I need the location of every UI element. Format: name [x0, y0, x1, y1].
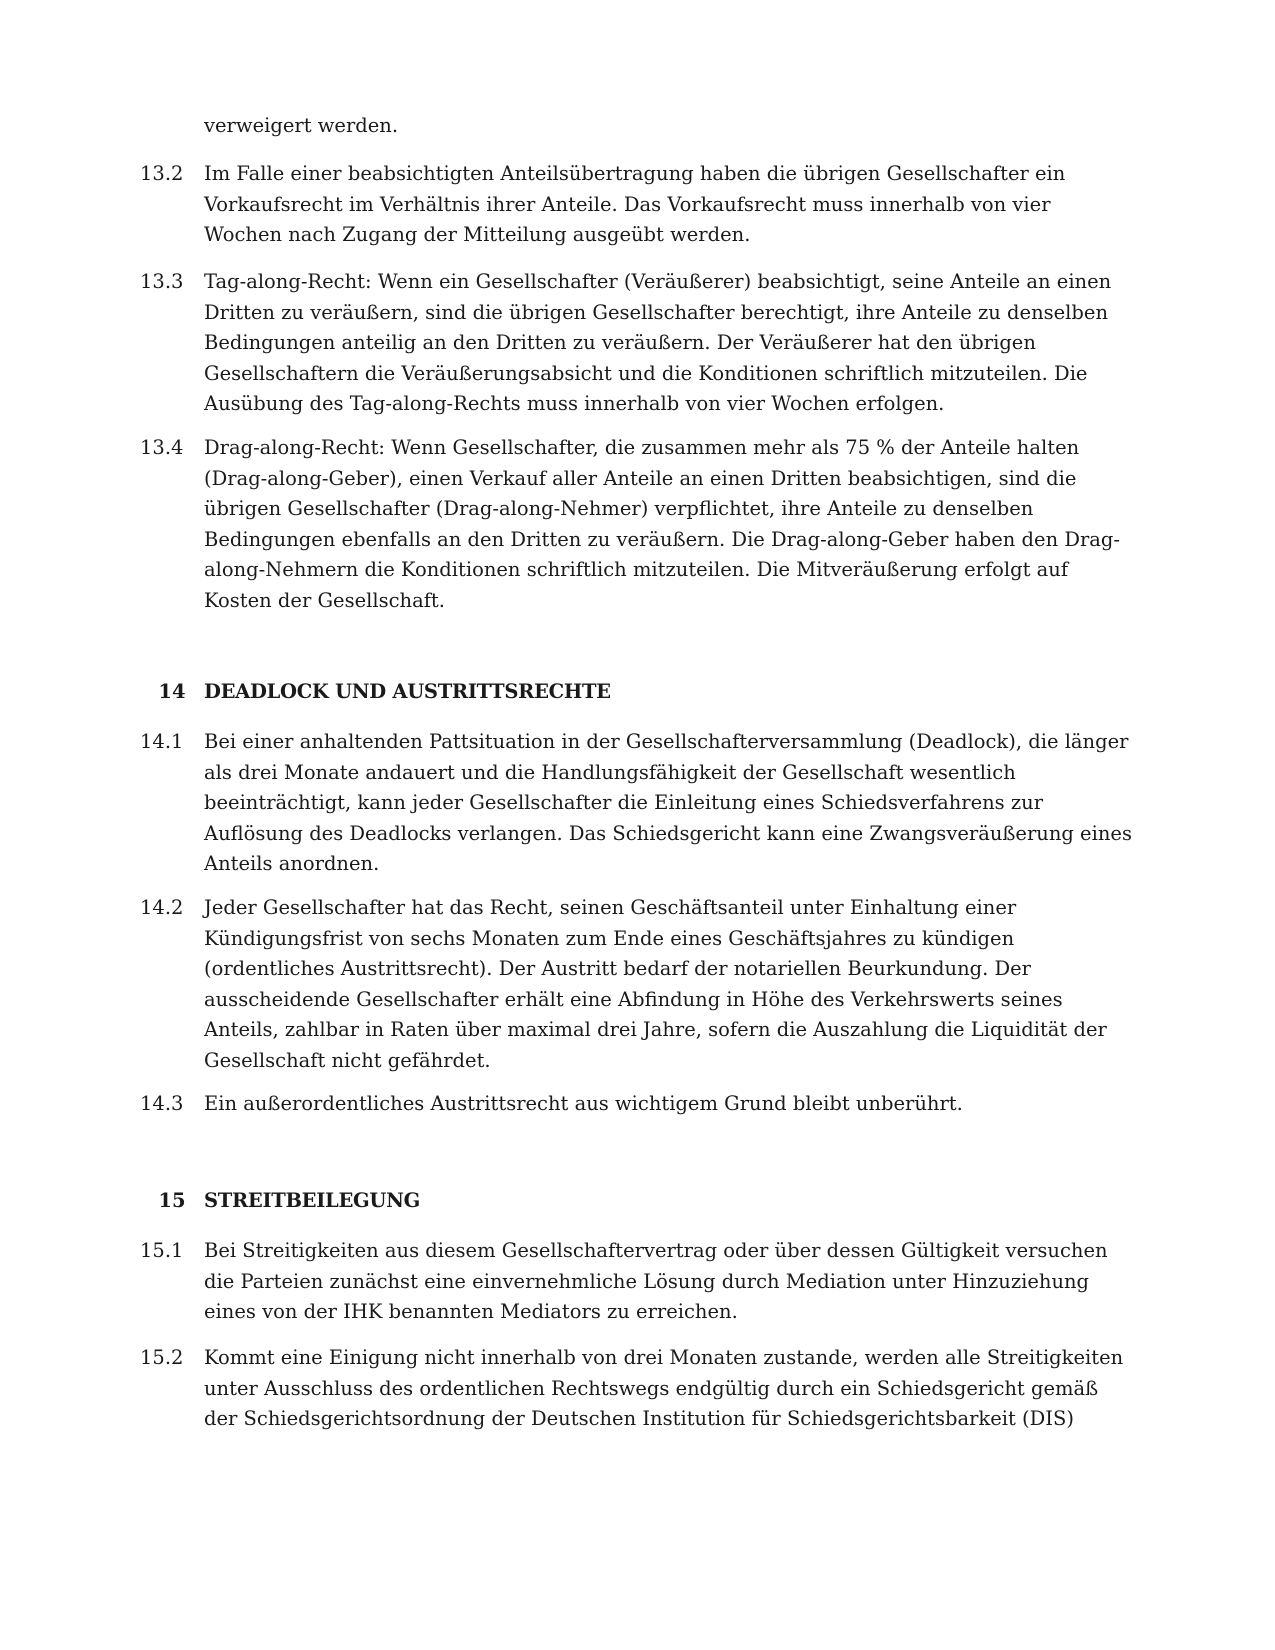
section-number: 14: [158, 680, 186, 703]
section-heading-14: [140, 677, 1140, 708]
clause-number: 13.3: [140, 270, 184, 293]
clause-number: 14.3: [140, 1092, 184, 1115]
clause-13-3: [140, 267, 1140, 420]
clause-text: Tag-along-Recht: Wenn ein Gesellschafter (Veräußerer) beabsichtigt, seine Anteile an einen Dritten zu veräußern, sind die übrigen Gesellschafter berechtigt, ihre Anteile zu denselben Bedingungen anteilig an den Dritten zu veräußern. Der Veräußerer hat den übrigen Gesellschaftern die Veräußerungsabsicht und die Konditionen schriftlich mitzuteilen. Die Ausübung des Tag-along-Rechts muss innerhalb von vier Wochen erfolgen.: [204, 270, 1112, 415]
section-title: DEADLOCK UND AUSTRITTSRECHTE: [204, 680, 611, 703]
clause-text: Kommt eine Einigung nicht innerhalb von drei Monaten zustande, werden alle Streitigkeiten unter Ausschluss des ordentlichen Rechtswegs endgültig durch ein Schiedsgericht gemäß der Schiedsgerichtsordnung der Deutschen Institution für Schiedsgerichtsbarkeit (DIS): [204, 1346, 1124, 1430]
clause-text: Drag-along-Recht: Wenn Gesellschafter, die zusammen mehr als 75 % der Anteile halten (Drag-along-Geber), einen Verkauf aller Anteile an einen Dritten beabsichtigen, sind die übrigen Gesellschafter (Drag-along-Nehmer) verpflichtet, ihre Anteile zu denselben Bedingungen ebenfalls an den Dritten zu veräußern. Die Drag-along-Geber haben den Drag-along-Nehmern die Konditionen schriftlich mitzuteilen. Die Mitveräußerung erfolgt auf Kosten der Gesellschaft.: [204, 436, 1120, 612]
continuation-text: verweigert werden.: [204, 114, 399, 137]
clause-13-2: [140, 159, 1140, 251]
clause-number: 14.2: [140, 896, 184, 919]
clause-13-4: [140, 433, 1140, 616]
clause-number: 14.1: [140, 730, 184, 753]
clause-14-3: [140, 1089, 1140, 1120]
section-title: STREITBEILEGUNG: [204, 1189, 420, 1212]
clause-text: Ein außerordentliches Austrittsrecht aus wichtigem Grund bleibt unberührt.: [204, 1092, 963, 1115]
clause-14-2: [140, 893, 1140, 1076]
clause-text: Im Falle einer beabsichtigten Anteilsübertragung haben die übrigen Gesellschafter ein Vorkaufsrecht im Verhältnis ihrer Anteile. Das Vorkaufsrecht muss innerhalb von vier Wochen nach Zugang der Mitteilung ausgeübt werden.: [204, 162, 1066, 246]
clause-number: 15.2: [140, 1346, 184, 1369]
clause-text: Jeder Gesellschafter hat das Recht, seinen Geschäftsanteil unter Einhaltung einer Kündigungsfrist von sechs Monaten zum Ende eines Geschäftsjahres zu kündigen (ordentliches Austrittsrecht). Der Austritt bedarf der notariellen Beurkundung. Der ausscheidende Gesellschafter erhält eine Abfindung in Höhe des Verkehrswerts seines Anteils, zahlbar in Raten über maximal drei Jahre, sofern die Auszahlung die Liquidität der Gesellschaft nicht gefährdet.: [204, 896, 1107, 1072]
clause-number: 15.1: [140, 1239, 184, 1262]
clause-15-2: [140, 1343, 1140, 1435]
section-heading-15: [140, 1186, 1140, 1217]
clause-text: Bei einer anhaltenden Pattsituation in der Gesellschafterversammlung (Deadlock), die länger als drei Monate andauert und die Handlungsfähigkeit der Gesellschaft wesentlich beeinträchtigt, kann jeder Gesellschafter die Einleitung eines Schiedsverfahrens zur Auflösung des Deadlocks verlangen. Das Schiedsgericht kann eine Zwangsveräußerung eines Anteils anordnen.: [204, 730, 1132, 875]
clause-14-1: [140, 727, 1140, 880]
clause-text: Bei Streitigkeiten aus diesem Gesellschaftervertrag oder über dessen Gültigkeit versuchen die Parteien zunächst eine einvernehmliche Lösung durch Mediation unter Hinzuziehung eines von der IHK benannten Mediators zu erreichen.: [204, 1239, 1108, 1323]
section-number: 15: [158, 1189, 186, 1212]
clause-number: 13.4: [140, 436, 184, 459]
clause-number: 13.2: [140, 162, 184, 185]
clause-15-1: [140, 1236, 1140, 1328]
